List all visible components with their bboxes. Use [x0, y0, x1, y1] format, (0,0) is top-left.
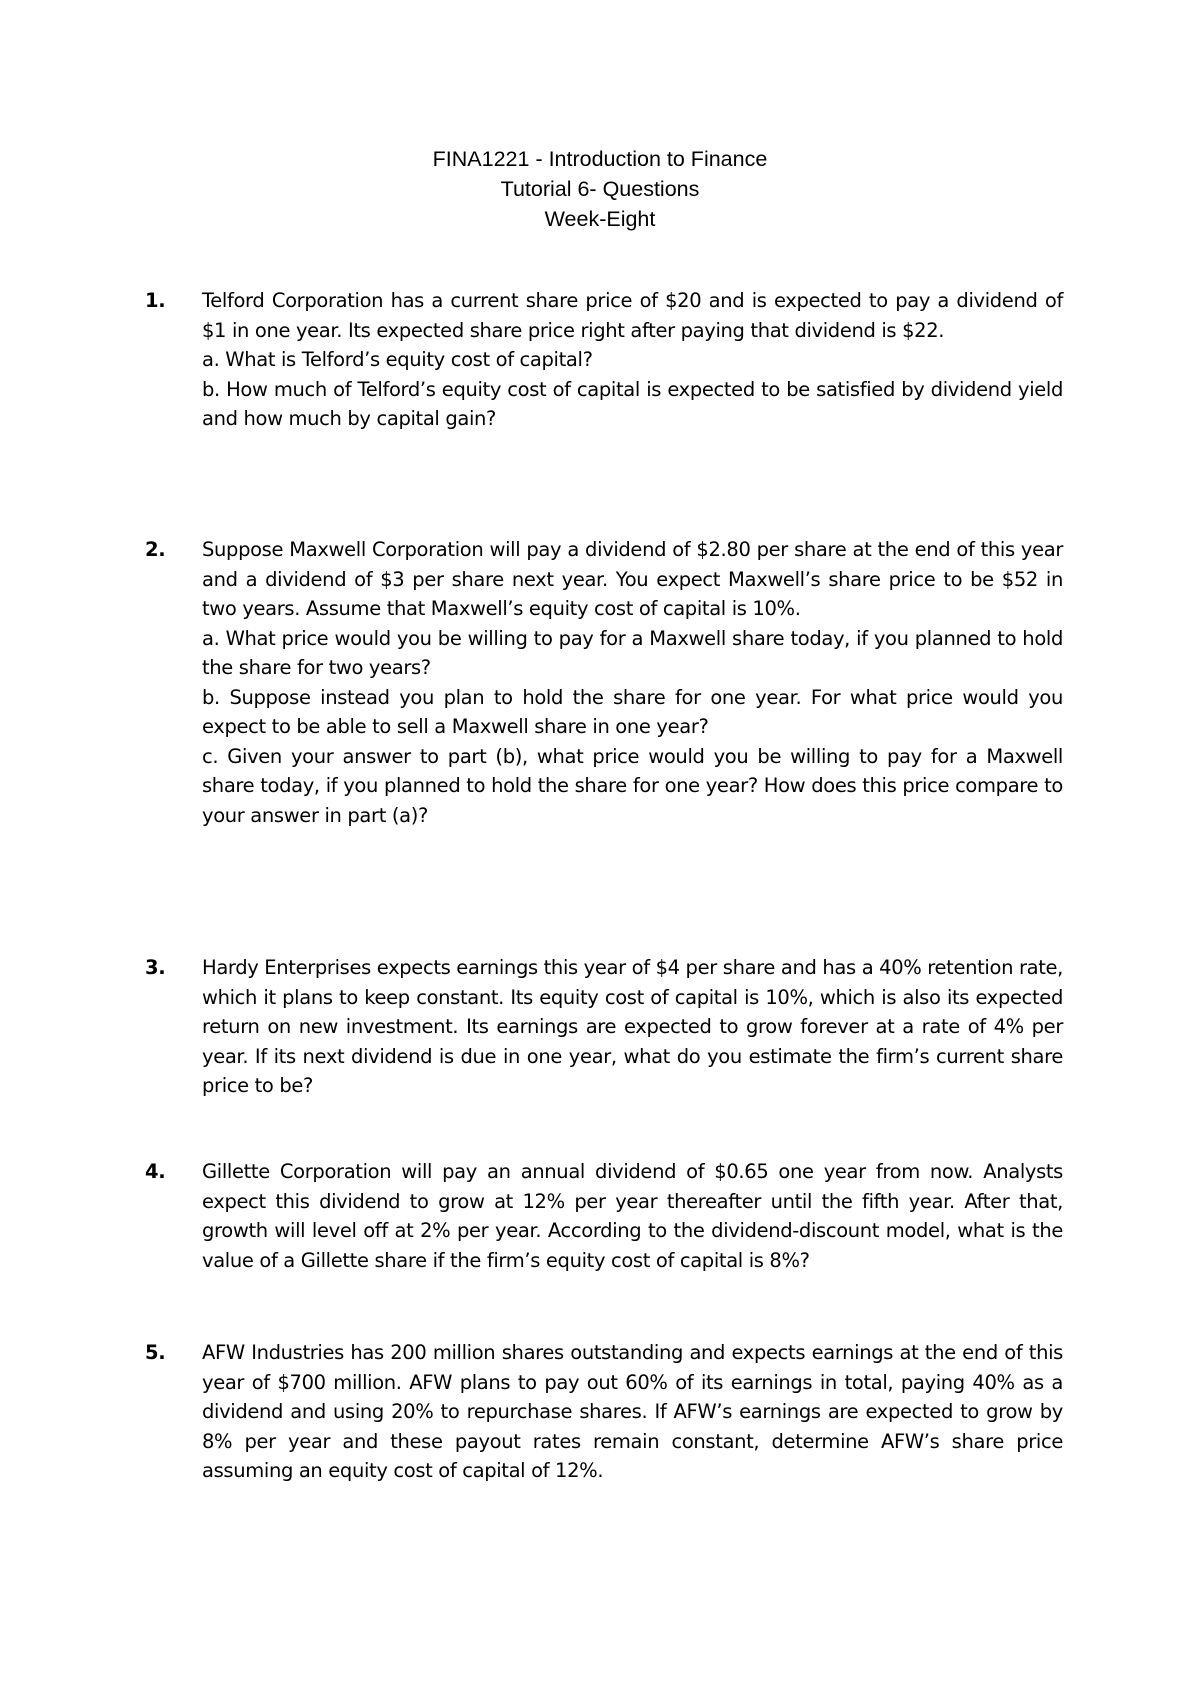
question-4: [145, 1157, 1063, 1275]
tutorial-title: Tutorial 6- Questions: [500, 177, 700, 201]
question-part-a: a. What price would you be willing to pay for a Maxwell share today, if you planned to hold the share for two years?: [202, 626, 1063, 679]
question-text: AFW Industries has 200 million shares outstanding and expects earnings at the end of this year of $700 million. AFW plans to pay out 60% of its earnings in total, paying 40% as a dividend and using 20% to repurchase shares. If AFW’s earnings are expected to grow by 8% per year and these payout rates remain constant, determine AFW’s share price assuming an equity cost of capital of 12%.: [202, 1341, 1063, 1482]
question-text: Suppose Maxwell Corporation will pay a dividend of $2.80 per share at the end of this year and a dividend of $3 per share next year. You expect Maxwell’s share price to be $52 in two years. Assume that Maxwell’s equity cost of capital is 10%.: [202, 538, 1063, 620]
question-part-b: b. How much of Telford’s equity cost of capital is expected to be satisfied by dividend yield and how much by capital gain?: [202, 377, 1063, 430]
document-header: [0, 144, 1200, 234]
question-2: [145, 535, 1063, 830]
question-number: 5.: [145, 1341, 166, 1364]
question-part-b: b. Suppose instead you plan to hold the share for one year. For what price would you expect to be able to sell a Maxwell share in one year?: [202, 685, 1063, 738]
question-text: Hardy Enterprises expects earnings this year of $4 per share and has a 40% retention rate, which it plans to keep constant. Its equity cost of capital is 10%, which is also its expected return on new investment. Its earnings are expected to grow forever at a rate of 4% per year. If its next dividend is due in one year, what do you estimate the firm’s current share price to be?: [202, 956, 1063, 1097]
question-1: [145, 286, 1063, 434]
question-3: [145, 953, 1063, 1101]
question-text: Telford Corporation has a current share price of $20 and is expected to pay a dividend of $1 in one year. Its expected share price right after paying that dividend is $22.: [202, 289, 1063, 342]
question-5: [145, 1338, 1063, 1486]
question-number: 3.: [145, 956, 166, 979]
question-number: 1.: [145, 289, 166, 312]
week-title: Week-Eight: [544, 207, 656, 231]
question-part-c: c. Given your answer to part (b), what price would you be willing to pay for a Maxwell share today, if you planned to hold the share for one year? How does this price compare to your answer in part (a)?: [202, 744, 1063, 827]
question-number: 2.: [145, 538, 166, 561]
course-title: FINA1221 - Introduction to Finance: [432, 147, 768, 171]
question-part-a: a. What is Telford’s equity cost of capital?: [202, 348, 593, 371]
question-number: 4.: [145, 1160, 166, 1183]
question-text: Gillette Corporation will pay an annual dividend of $0.65 one year from now. Analysts expect this dividend to grow at 12% per year thereafter until the fifth year. After that, growth will level off at 2% per year. According to the dividend-discount model, what is the value of a Gillette share if the firm’s equity cost of capital is 8%?: [202, 1160, 1063, 1272]
